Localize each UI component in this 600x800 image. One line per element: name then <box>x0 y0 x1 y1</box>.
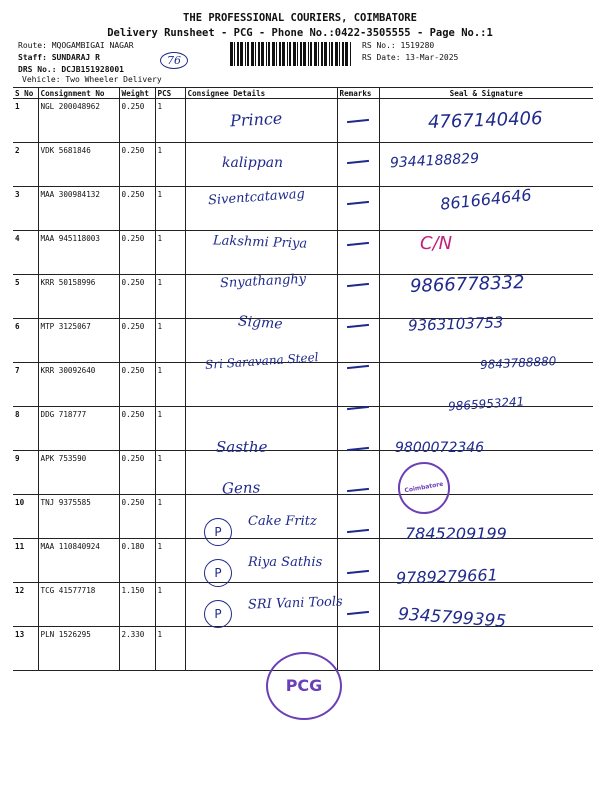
col-pcs: PCS <box>155 88 185 99</box>
cell-weight: 0.250 <box>119 187 155 231</box>
cell-sno: 11 <box>13 539 38 583</box>
cell-pcs: 1 <box>155 231 185 275</box>
barcode-bar <box>321 42 323 66</box>
cell-sno: 2 <box>13 143 38 187</box>
cell-remarks <box>337 407 379 451</box>
staff-label: Staff: SUNDARAJ R <box>18 53 100 62</box>
barcode-bar <box>272 42 275 66</box>
cell-pcs: 1 <box>155 143 185 187</box>
cell-weight: 0.250 <box>119 407 155 451</box>
cell-pcs: 1 <box>155 451 185 495</box>
barcode-bar <box>297 42 298 66</box>
barcode-bar <box>300 42 302 66</box>
cell-remarks <box>337 363 379 407</box>
consignee-handwriting: Siventcatawag <box>207 186 306 209</box>
signature-handwriting: 4767140406 <box>427 108 543 133</box>
col-consignment: Consignment No <box>38 88 119 99</box>
cell-consignment: KRR 30092640 <box>38 363 119 407</box>
cell-sno: 1 <box>13 99 38 143</box>
cell-weight: 0.180 <box>119 539 155 583</box>
barcode-bar <box>287 42 288 66</box>
barcode-bar <box>276 42 277 66</box>
barcode-bar <box>251 42 254 66</box>
barcode-bar <box>289 42 291 66</box>
cell-signature <box>379 627 593 671</box>
barcode-bar <box>335 42 338 66</box>
consignee-handwriting: Sigme <box>237 313 284 333</box>
barcode-bar <box>293 42 296 66</box>
signature-handwriting: 9344188829 <box>389 150 480 172</box>
cell-weight: 0.250 <box>119 451 155 495</box>
handwritten-count: 76 <box>160 52 188 69</box>
company-title: THE PROFESSIONAL COURIERS, COIMBATORE <box>183 12 417 24</box>
cell-weight: 0.250 <box>119 231 155 275</box>
barcode-bar <box>350 42 351 66</box>
cell-pcs: 1 <box>155 363 185 407</box>
barcode-bar <box>258 42 260 66</box>
rs-date: RS Date: 13-Mar-2025 <box>362 53 459 62</box>
table-header-row <box>13 88 593 99</box>
barcode-bar <box>329 42 330 66</box>
seal-stamp-text: Coimbatore <box>403 480 444 495</box>
cell-consignment: MTP 3125067 <box>38 319 119 363</box>
barcode-bar <box>342 42 344 66</box>
circled-mark <box>204 518 232 546</box>
cell-consignment: MAA 110840924 <box>38 539 119 583</box>
route-label: Route: MQOGAMBIGAI NAGAR <box>18 41 134 50</box>
runsheet-table <box>13 87 593 671</box>
cell-remarks <box>337 539 379 583</box>
cell-consignment: MAA 300984132 <box>38 187 119 231</box>
cell-pcs: 1 <box>155 407 185 451</box>
cell-weight: 0.250 <box>119 143 155 187</box>
cell-sno: 9 <box>13 451 38 495</box>
barcode-bar <box>345 42 348 66</box>
barcode-bar <box>324 42 327 66</box>
cell-consignment: MAA 945118003 <box>38 231 119 275</box>
cell-sno: 8 <box>13 407 38 451</box>
col-sno: S No <box>13 88 38 99</box>
barcode-bar <box>268 42 270 66</box>
barcode-bar <box>279 42 281 66</box>
cell-consignment: PLN 1526295 <box>38 627 119 671</box>
cell-remarks <box>337 627 379 671</box>
signature-handwriting: 9866778332 <box>409 272 525 297</box>
cell-sno: 5 <box>13 275 38 319</box>
cell-remarks <box>337 275 379 319</box>
signature-handwriting: 9345799395 <box>397 604 507 632</box>
cell-consignment: KRR 50158996 <box>38 275 119 319</box>
signature-handwriting: 9789279661 <box>395 565 499 588</box>
cell-consignee <box>185 451 337 498</box>
cell-remarks <box>337 583 379 627</box>
table-row <box>13 407 593 451</box>
cell-sno: 13 <box>13 627 38 671</box>
cell-consignment: TNJ 9375585 <box>38 495 119 539</box>
cell-signature <box>379 231 593 275</box>
barcode-bar <box>261 42 264 66</box>
barcode-bar <box>237 42 239 66</box>
barcode-bar <box>314 42 317 66</box>
cell-pcs: 1 <box>155 627 185 671</box>
signature-handwriting: C/N <box>420 233 453 254</box>
consignee-handwriting: Cake Fritz <box>248 514 317 529</box>
consignee-handwriting: Prince <box>229 108 283 131</box>
consignee-handwriting: kalippan <box>222 155 284 171</box>
cell-sno: 3 <box>13 187 38 231</box>
cell-pcs: 1 <box>155 539 185 583</box>
col-remarks: Remarks <box>337 88 379 99</box>
circled-mark <box>204 600 232 628</box>
barcode-bar <box>303 42 306 66</box>
cell-weight: 2.330 <box>119 627 155 671</box>
cell-remarks <box>337 231 379 275</box>
cell-remarks <box>337 187 379 231</box>
circled-mark-letter: P <box>214 525 222 539</box>
cell-sno: 7 <box>13 363 38 407</box>
consignee-handwriting: SRI Vani Tools <box>247 594 343 613</box>
barcode-bar <box>282 42 285 66</box>
signature-handwriting: 9363103753 <box>407 313 504 335</box>
signature-handwriting: 9865953241 <box>447 394 525 414</box>
circled-mark-letter: P <box>214 566 222 580</box>
cell-weight: 0.250 <box>119 99 155 143</box>
cell-sno: 12 <box>13 583 38 627</box>
circled-mark <box>204 559 232 587</box>
cell-consignment: TCG 41577718 <box>38 583 119 627</box>
cell-pcs: 1 <box>155 187 185 231</box>
cell-weight: 0.250 <box>119 275 155 319</box>
runsheet-subtitle: Delivery Runsheet - PCG - Phone No.:0422-3505555 - Page No.:1 <box>107 27 493 39</box>
consignee-handwriting: Gens <box>221 478 261 498</box>
barcode-bar <box>318 42 319 66</box>
consignee-handwriting: Sri Saravana Steel <box>204 350 319 372</box>
cell-pcs: 1 <box>155 319 185 363</box>
barcode-bar <box>339 42 340 66</box>
barcode-bar <box>331 42 333 66</box>
signature-handwriting: 9843788880 <box>479 354 557 372</box>
cell-pcs: 1 <box>155 495 185 539</box>
col-signature: Seal & Signature <box>379 88 593 99</box>
table-row <box>13 143 593 187</box>
consignee-handwriting: Lakshmi Priya <box>212 233 308 252</box>
barcode-bar <box>310 42 312 66</box>
circled-mark-letter: P <box>214 607 222 621</box>
barcode-bar <box>255 42 256 66</box>
signature-handwriting: 9800072346 <box>395 440 485 456</box>
rs-number: RS No.: 1519280 <box>362 41 435 50</box>
barcode-bar <box>308 42 309 66</box>
signature-handwriting: 861664646 <box>439 185 533 214</box>
barcode-bar <box>230 42 233 66</box>
cell-consignment: VDK 5681846 <box>38 143 119 187</box>
pcg-stamp <box>266 652 342 720</box>
cell-weight: 0.250 <box>119 363 155 407</box>
col-consignee: Consignee Details <box>185 88 337 99</box>
col-weight: Weight <box>119 88 155 99</box>
cell-pcs: 1 <box>155 583 185 627</box>
consignee-handwriting: Snyathanghy <box>219 271 307 292</box>
consignee-handwriting: Sasthe <box>216 438 268 456</box>
barcode-bar <box>266 42 267 66</box>
cell-sno: 6 <box>13 319 38 363</box>
drs-number: DRS No.: DCJB151928001 <box>18 65 124 74</box>
cell-pcs: 1 <box>155 275 185 319</box>
vehicle-label: Vehicle: Two Wheeler Delivery <box>22 75 162 84</box>
cell-sno: 4 <box>13 231 38 275</box>
barcode-bar <box>245 42 246 66</box>
cell-consignment: DDG 718777 <box>38 407 119 451</box>
cell-remarks <box>337 143 379 187</box>
cell-weight: 0.250 <box>119 319 155 363</box>
signature-handwriting: 7845209199 <box>405 524 507 543</box>
cell-sno: 10 <box>13 495 38 539</box>
barcode-image <box>230 42 354 66</box>
cell-weight: 1.150 <box>119 583 155 627</box>
cell-consignment: NGL 200048962 <box>38 99 119 143</box>
barcode-bar <box>234 42 235 66</box>
barcode-bar <box>240 42 243 66</box>
cell-pcs: 1 <box>155 99 185 143</box>
barcode-bar <box>247 42 249 66</box>
table-row <box>13 451 593 495</box>
consignee-handwriting: Riya Sathis <box>248 555 323 570</box>
cell-weight: 0.250 <box>119 495 155 539</box>
cell-consignment: APK 753590 <box>38 451 119 495</box>
pcg-stamp-text: PCG <box>285 676 323 695</box>
